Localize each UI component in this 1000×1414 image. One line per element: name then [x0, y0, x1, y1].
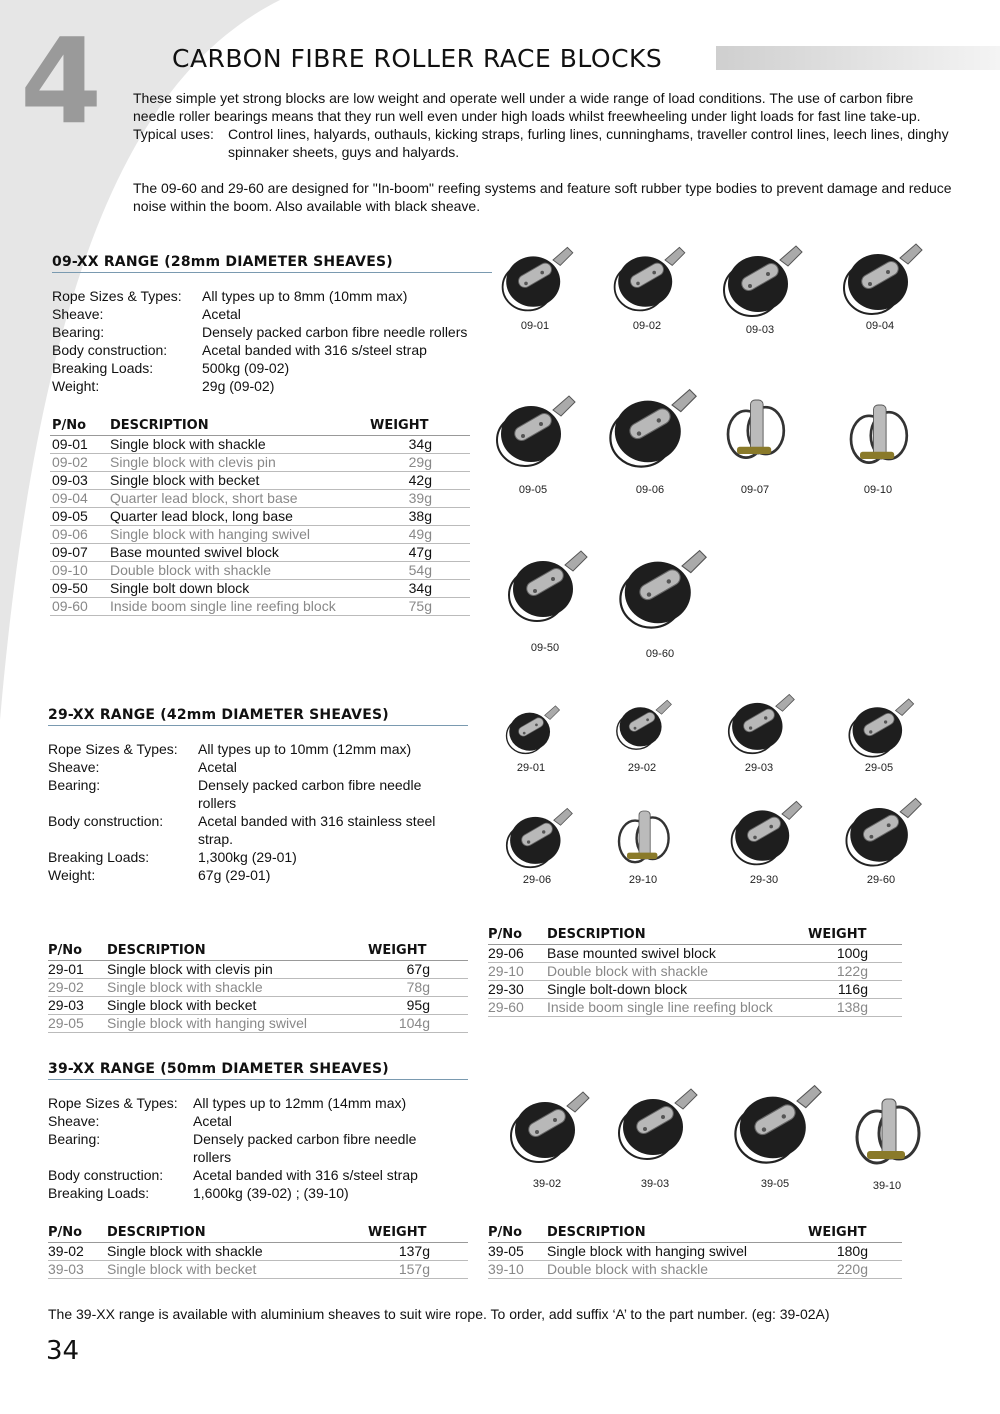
weight: 104g [368, 1014, 468, 1032]
product-image [490, 530, 600, 654]
pulley-block-icon [605, 530, 715, 646]
product-image [492, 698, 570, 774]
spec-row [48, 848, 468, 866]
col-description: DESCRIPTION [110, 417, 370, 435]
spec-row [48, 866, 468, 884]
pulley-block-icon [833, 790, 929, 872]
product-code: 39-02 [532, 1178, 562, 1190]
weight: 42g [370, 471, 470, 489]
product-code: 29-60 [866, 874, 896, 886]
spec-value: 1,600kg (39-02) ; (39-10) [193, 1185, 349, 1201]
spec-value: 500kg (09-02) [202, 360, 290, 376]
weight: 34g [370, 579, 470, 597]
product-code: 09-10 [863, 484, 893, 496]
spec-value: All types up to 8mm (10mm max) [202, 288, 408, 304]
product-image [600, 530, 720, 660]
spec-label: Bearing: [52, 324, 105, 340]
weight: 47g [370, 543, 470, 561]
spec-label: Bearing: [48, 1131, 101, 1147]
col-weight: WEIGHT [368, 1224, 468, 1242]
pulley-block-icon [833, 382, 923, 482]
description: Inside boom single line reefing block [110, 597, 370, 615]
weight: 100g [808, 944, 902, 962]
description: Single block with shackle [110, 435, 370, 453]
product-image [597, 238, 697, 332]
product-image [590, 372, 710, 496]
spec-row [48, 758, 468, 776]
range-29-specs [48, 740, 468, 884]
spec-label: Body construction: [48, 813, 164, 829]
part-number: 29-01 [48, 960, 107, 978]
range-29-heading: 29-XX RANGE (42mm DIAMETER SHEAVES) [48, 707, 468, 726]
intro-text [133, 89, 953, 215]
product-code: 09-04 [865, 320, 895, 332]
typical-uses [133, 125, 953, 161]
pulley-block-icon [490, 238, 580, 318]
table-row [48, 1014, 468, 1032]
product-code: 39-10 [872, 1180, 902, 1192]
description: Single block with becket [110, 471, 370, 489]
col-weight: WEIGHT [370, 417, 470, 435]
table-row [50, 507, 470, 525]
description: Single block with hanging swivel [547, 1242, 808, 1260]
spec-label: Breaking Loads: [48, 849, 150, 865]
part-number: 29-02 [48, 978, 107, 996]
product-code: 29-01 [516, 762, 546, 774]
col-pno: P/No [50, 417, 110, 435]
description: Single block with hanging swivel [110, 525, 370, 543]
weight: 137g [368, 1242, 468, 1260]
description: Single block with clevis pin [107, 960, 368, 978]
spec-value: Densely packed carbon fibre needle rollers [193, 1131, 417, 1165]
spec-value: Acetal [193, 1113, 232, 1129]
description: Double block with shackle [547, 962, 808, 980]
part-number: 09-03 [50, 471, 110, 489]
table-row [50, 597, 470, 615]
part-number: 09-60 [50, 597, 110, 615]
col-pno: P/No [48, 942, 107, 960]
spec-row [48, 1112, 468, 1130]
description: Single block with becket [107, 996, 368, 1014]
part-number: 09-06 [50, 525, 110, 543]
product-code: 09-50 [530, 642, 560, 654]
range-39-specs [48, 1094, 468, 1202]
col-pno: P/No [48, 1224, 107, 1242]
pulley-block-icon [719, 792, 809, 872]
product-code: 09-07 [740, 484, 770, 496]
product-image [602, 688, 682, 774]
intro-paragraph-1: These simple yet strong blocks are low weight and operate well under a wide range of load conditions. The use of carbon fibre needle roller bearings means that they run well even under high loads whilst freewheeling under light loads for fast line take-up. [133, 90, 921, 124]
spec-label: Weight: [48, 867, 96, 883]
spec-label: Sheave: [52, 306, 104, 322]
spec-value: 1,300kg (29-01) [198, 849, 297, 865]
product-image [705, 238, 815, 336]
spec-row [52, 287, 492, 305]
weight: 38g [370, 507, 470, 525]
description: Single block with becket [107, 1260, 368, 1278]
description: Single bolt down block [110, 579, 370, 597]
part-number: 39-05 [488, 1242, 547, 1260]
description: Single block with clevis pin [110, 453, 370, 471]
range-09-section [52, 254, 492, 395]
spec-label: Breaking Loads: [48, 1185, 150, 1201]
page-number: 34 [46, 1336, 80, 1366]
description: Quarter lead block, short base [110, 489, 370, 507]
product-code: 29-06 [522, 874, 552, 886]
product-image [714, 792, 814, 886]
part-number: 39-02 [48, 1242, 107, 1260]
spec-label: Rope Sizes & Types: [48, 1095, 178, 1111]
description: Base mounted swivel block [110, 543, 370, 561]
product-image [825, 238, 935, 332]
spec-value: 29g (09-02) [202, 378, 275, 394]
part-number: 09-01 [50, 435, 110, 453]
footnote: The 39-XX range is available with aluminium sheaves to suit wire rope. To order, add suffix ‘A’ to the part number. (eg: 39-02A) [48, 1306, 830, 1322]
pulley-block-icon [602, 238, 692, 318]
weight: 49g [370, 525, 470, 543]
product-code: 09-02 [632, 320, 662, 332]
product-code: 39-03 [640, 1178, 670, 1190]
table-row [50, 489, 470, 507]
title-bar-decoration [716, 46, 1000, 70]
description: Double block with shackle [547, 1260, 808, 1278]
spec-label: Body construction: [52, 342, 168, 358]
range-29-table-left [48, 942, 468, 1033]
pulley-block-icon [835, 694, 923, 760]
pulley-block-icon [717, 686, 801, 760]
spec-label: Rope Sizes & Types: [52, 288, 182, 304]
spec-value: Densely packed carbon fibre needle rollers [202, 324, 468, 340]
pulley-block-icon [497, 698, 565, 760]
table-row [488, 944, 902, 962]
range-29-table-right [488, 926, 902, 1017]
weight: 220g [808, 1260, 902, 1278]
col-pno: P/No [488, 1224, 547, 1242]
product-image [598, 798, 688, 886]
part-number: 09-50 [50, 579, 110, 597]
product-code: 09-01 [520, 320, 550, 332]
weight: 180g [808, 1242, 902, 1260]
table-row [48, 1242, 468, 1260]
weight: 95g [368, 996, 468, 1014]
typical-uses-label: Typical uses: [133, 126, 214, 142]
col-weight: WEIGHT [808, 1224, 902, 1242]
spec-row [48, 740, 468, 758]
weight: 122g [808, 962, 902, 980]
spec-row [48, 1130, 468, 1166]
spec-value: Acetal banded with 316 stainless steel strap. [198, 813, 436, 847]
range-29-section [48, 707, 468, 884]
table-row [50, 543, 470, 561]
range-39-section [48, 1061, 468, 1202]
pulley-block-icon [497, 1076, 597, 1176]
part-number: 09-04 [50, 489, 110, 507]
col-weight: WEIGHT [368, 942, 468, 960]
pulley-block-icon [595, 372, 705, 482]
spec-value: Acetal [202, 306, 241, 322]
part-number: 29-10 [488, 962, 547, 980]
table-row [488, 962, 902, 980]
weight: 67g [368, 960, 468, 978]
pulley-block-icon [605, 1070, 705, 1176]
chapter-number: 4 [20, 12, 103, 150]
spec-row [52, 377, 492, 395]
pulley-block-icon [830, 238, 930, 318]
product-image [712, 686, 806, 774]
pulley-block-icon [483, 378, 583, 482]
product-image [490, 802, 584, 886]
product-image [478, 378, 588, 496]
part-number: 09-07 [50, 543, 110, 561]
range-39-table-right [488, 1224, 902, 1279]
spec-value: All types up to 10mm (12mm max) [198, 741, 412, 757]
table-row [48, 996, 468, 1014]
part-number: 09-02 [50, 453, 110, 471]
part-number: 09-05 [50, 507, 110, 525]
spec-row [48, 1094, 468, 1112]
table-row [48, 978, 468, 996]
description: Single block with shackle [107, 978, 368, 996]
spec-row [52, 359, 492, 377]
table-row [488, 1260, 902, 1278]
spec-row [48, 812, 468, 848]
part-number: 39-03 [48, 1260, 107, 1278]
product-code: 29-10 [628, 874, 658, 886]
spec-row [52, 305, 492, 323]
spec-row [48, 1184, 468, 1202]
table-row [48, 960, 468, 978]
table-row [50, 579, 470, 597]
intro-paragraph-2: The 09-60 and 29-60 are designed for "In-boom" reefing systems and feature soft rubber type bodies to prevent damage and reduce noise within the boom. Also available with black sheave. [133, 180, 952, 214]
product-code: 09-60 [645, 648, 675, 660]
product-code: 29-02 [627, 762, 657, 774]
spec-value: All types up to 12mm (14mm max) [193, 1095, 407, 1111]
product-image [830, 694, 928, 774]
spec-value: Acetal banded with 316 s/steel strap [193, 1167, 418, 1183]
description: Single block with shackle [107, 1242, 368, 1260]
part-number: 29-30 [488, 980, 547, 998]
weight: 78g [368, 978, 468, 996]
col-weight: WEIGHT [808, 926, 902, 944]
range-39-table-left [48, 1224, 468, 1279]
description: Inside boom single line reefing block [547, 998, 808, 1016]
pulley-block-icon [710, 238, 810, 322]
pulley-block-icon [607, 688, 677, 760]
part-number: 39-10 [488, 1260, 547, 1278]
pulley-block-icon [495, 802, 579, 872]
spec-label: Sheave: [48, 1113, 100, 1129]
product-image [492, 1076, 602, 1190]
product-image [828, 790, 934, 886]
spec-value: Acetal [198, 759, 237, 775]
spec-row [48, 776, 468, 812]
description: Base mounted swivel block [547, 944, 808, 962]
range-09-specs [52, 287, 492, 395]
product-code: 09-06 [635, 484, 665, 496]
weight: 39g [370, 489, 470, 507]
spec-row [52, 341, 492, 359]
table-row [50, 561, 470, 579]
spec-label: Rope Sizes & Types: [48, 741, 178, 757]
col-description: DESCRIPTION [107, 1224, 368, 1242]
spec-value: 67g (29-01) [198, 867, 271, 883]
product-code: 29-05 [864, 762, 894, 774]
col-description: DESCRIPTION [547, 926, 808, 944]
table-row [50, 525, 470, 543]
table-row [488, 998, 902, 1016]
product-code: 09-05 [518, 484, 548, 496]
spec-value: Acetal banded with 316 s/steel strap [202, 342, 427, 358]
weight: 29g [370, 453, 470, 471]
product-code: 39-05 [760, 1178, 790, 1190]
pulley-block-icon [720, 1070, 830, 1176]
product-image [600, 1070, 710, 1190]
part-number: 09-10 [50, 561, 110, 579]
weight: 116g [808, 980, 902, 998]
table-row [50, 471, 470, 489]
product-image [828, 382, 928, 496]
description: Single block with hanging swivel [107, 1014, 368, 1032]
weight: 34g [370, 435, 470, 453]
weight: 157g [368, 1260, 468, 1278]
product-image [715, 1070, 835, 1190]
table-row [50, 453, 470, 471]
pulley-block-icon [710, 372, 800, 482]
description: Double block with shackle [110, 561, 370, 579]
product-code: 09-03 [745, 324, 775, 336]
product-image [705, 372, 805, 496]
spec-label: Weight: [52, 378, 100, 394]
part-number: 29-05 [48, 1014, 107, 1032]
page-title: CARBON FIBRE ROLLER RACE BLOCKS [172, 44, 663, 73]
product-image [832, 1080, 942, 1192]
spec-row [52, 323, 492, 341]
part-number: 29-06 [488, 944, 547, 962]
spec-label: Breaking Loads: [52, 360, 154, 376]
description: Single bolt-down block [547, 980, 808, 998]
weight: 54g [370, 561, 470, 579]
range-39-heading: 39-XX RANGE (50mm DIAMETER SHEAVES) [48, 1061, 468, 1080]
spec-label: Bearing: [48, 777, 101, 793]
table-row [488, 1242, 902, 1260]
col-description: DESCRIPTION [107, 942, 368, 960]
spec-label: Sheave: [48, 759, 100, 775]
product-image [485, 238, 585, 332]
col-pno: P/No [488, 926, 547, 944]
pulley-block-icon [837, 1080, 937, 1178]
product-code: 29-30 [749, 874, 779, 886]
col-description: DESCRIPTION [547, 1224, 808, 1242]
pulley-block-icon [603, 798, 683, 872]
range-09-table [50, 417, 470, 616]
part-number: 29-03 [48, 996, 107, 1014]
weight: 138g [808, 998, 902, 1016]
product-code: 29-03 [744, 762, 774, 774]
part-number: 29-60 [488, 998, 547, 1016]
weight: 75g [370, 597, 470, 615]
description: Quarter lead block, long base [110, 507, 370, 525]
table-row [48, 1260, 468, 1278]
spec-label: Body construction: [48, 1167, 164, 1183]
typical-uses-text: Control lines, halyards, outhauls, kicking straps, furling lines, cunninghams, traveller control lines, leech lines, dinghy spinnaker sheets, guys and halyards. [228, 126, 949, 160]
range-09-heading: 09-XX RANGE (28mm DIAMETER SHEAVES) [52, 254, 492, 273]
spec-value: Densely packed carbon fibre needle rollers [198, 777, 422, 811]
spec-row [48, 1166, 468, 1184]
table-row [50, 435, 470, 453]
pulley-block-icon [495, 530, 595, 640]
table-row [488, 980, 902, 998]
